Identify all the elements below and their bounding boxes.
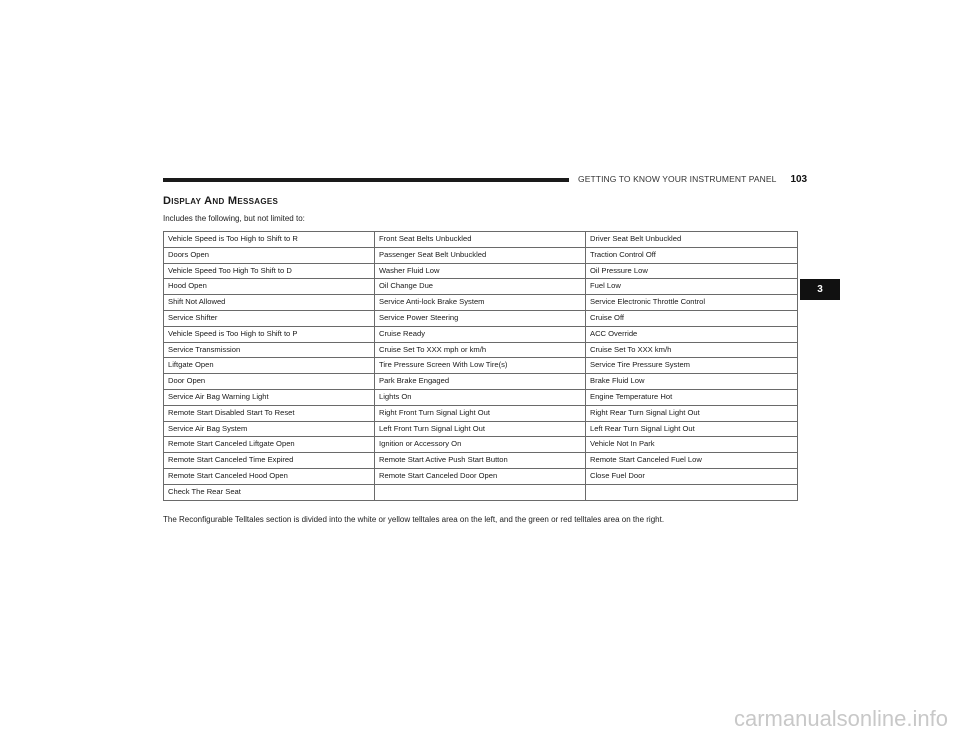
table-cell: Vehicle Speed Too High To Shift to D: [164, 263, 375, 279]
table-cell: Left Front Turn Signal Light Out: [375, 421, 586, 437]
table-row: [164, 405, 798, 421]
table-cell: Vehicle Speed is Too High to Shift to R: [164, 232, 375, 248]
table-cell: Service Air Bag System: [164, 421, 375, 437]
chapter-tab: 3: [800, 279, 840, 300]
table-row: [164, 421, 798, 437]
table-row: [164, 484, 798, 500]
table-cell: [586, 484, 798, 500]
page-header: [578, 172, 808, 186]
intro-text: Includes the following, but not limited to:: [163, 214, 305, 223]
table-cell: Service Electronic Throttle Control: [586, 295, 798, 311]
table-row: [164, 374, 798, 390]
watermark: carmanualsonline.info: [733, 706, 948, 731]
table-cell: Traction Control Off: [586, 247, 798, 263]
section-title: GETTING TO KNOW YOUR INSTRUMENT PANEL: [578, 174, 777, 184]
messages-table: [163, 231, 798, 501]
table-cell: Engine Temperature Hot: [586, 389, 798, 405]
table-cell: Lights On: [375, 389, 586, 405]
table-cell: Oil Change Due: [375, 279, 586, 295]
table-cell: Remote Start Disabled Start To Reset: [164, 405, 375, 421]
table-cell: [375, 484, 586, 500]
table-cell: Service Shifter: [164, 310, 375, 326]
table-cell: Vehicle Speed is Too High to Shift to P: [164, 326, 375, 342]
table-cell: Tire Pressure Screen With Low Tire(s): [375, 358, 586, 374]
table-cell: Remote Start Canceled Hood Open: [164, 468, 375, 484]
table-cell: Left Rear Turn Signal Light Out: [586, 421, 798, 437]
table-cell: Service Transmission: [164, 342, 375, 358]
table-cell: Driver Seat Belt Unbuckled: [586, 232, 798, 248]
table-row: [164, 453, 798, 469]
section-heading: Display And Messages: [163, 195, 279, 207]
table-cell: Check The Rear Seat: [164, 484, 375, 500]
table-cell: Right Rear Turn Signal Light Out: [586, 405, 798, 421]
table-row: [164, 389, 798, 405]
table-cell: Liftgate Open: [164, 358, 375, 374]
table-cell: Passenger Seat Belt Unbuckled: [375, 247, 586, 263]
table-cell: Doors Open: [164, 247, 375, 263]
table-row: [164, 468, 798, 484]
table-cell: Service Tire Pressure System: [586, 358, 798, 374]
table-cell: Oil Pressure Low: [586, 263, 798, 279]
table-cell: Close Fuel Door: [586, 468, 798, 484]
table-cell: Hood Open: [164, 279, 375, 295]
table-row: [164, 295, 798, 311]
table-cell: Ignition or Accessory On: [375, 437, 586, 453]
table-row: [164, 279, 798, 295]
table-cell: Cruise Set To XXX mph or km/h: [375, 342, 586, 358]
table-cell: Service Anti-lock Brake System: [375, 295, 586, 311]
table-row: [164, 437, 798, 453]
table-row: [164, 310, 798, 326]
table-cell: Service Power Steering: [375, 310, 586, 326]
table-row: [164, 263, 798, 279]
table-cell: Fuel Low: [586, 279, 798, 295]
table-row: [164, 232, 798, 248]
table-cell: Washer Fluid Low: [375, 263, 586, 279]
table-cell: Vehicle Not In Park: [586, 437, 798, 453]
table-cell: ACC Override: [586, 326, 798, 342]
table-cell: Door Open: [164, 374, 375, 390]
table-row: [164, 358, 798, 374]
table-cell: Remote Start Canceled Fuel Low: [586, 453, 798, 469]
table-cell: Remote Start Canceled Liftgate Open: [164, 437, 375, 453]
table-cell: Shift Not Allowed: [164, 295, 375, 311]
table-row: [164, 326, 798, 342]
table-cell: Brake Fluid Low: [586, 374, 798, 390]
table-cell: Cruise Set To XXX km/h: [586, 342, 798, 358]
table-cell: Cruise Off: [586, 310, 798, 326]
header-rule: [163, 178, 569, 182]
table-cell: Service Air Bag Warning Light: [164, 389, 375, 405]
table-cell: Front Seat Belts Unbuckled: [375, 232, 586, 248]
messages-table-body: [164, 232, 798, 501]
table-cell: Park Brake Engaged: [375, 374, 586, 390]
table-cell: Right Front Turn Signal Light Out: [375, 405, 586, 421]
table-cell: Remote Start Canceled Time Expired: [164, 453, 375, 469]
table-cell: Cruise Ready: [375, 326, 586, 342]
page-number: 103: [790, 173, 808, 185]
table-row: [164, 247, 798, 263]
footer-text: The Reconfigurable Telltales section is divided into the white or yellow telltales area on the left, and the green or red telltales area on the right.: [163, 515, 665, 524]
table-cell: Remote Start Active Push Start Button: [375, 453, 586, 469]
table-cell: Remote Start Canceled Door Open: [375, 468, 586, 484]
table-row: [164, 342, 798, 358]
